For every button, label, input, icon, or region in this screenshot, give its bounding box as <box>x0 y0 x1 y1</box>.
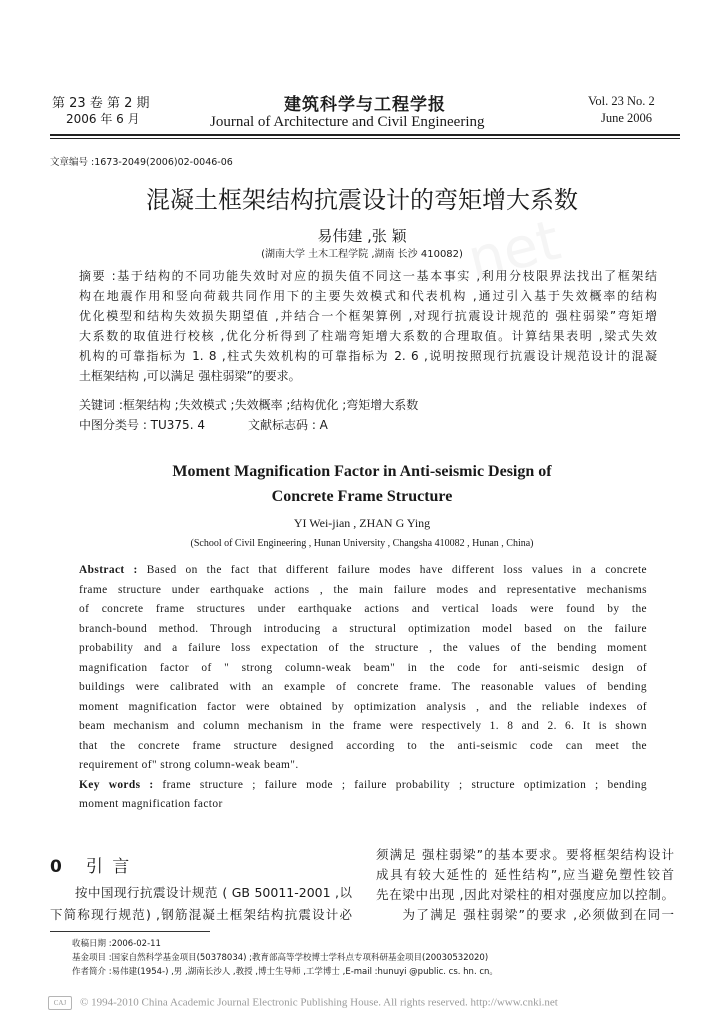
abstract-en-line: moment magnification factor were obtained by optimization analysis , and the reliable indexes of <box>79 700 647 713</box>
paper-title-en <box>0 459 724 509</box>
section-title: 引 言 <box>85 857 132 877</box>
footnote-funding: 基金项目 :国家自然科学基金项目(50378034) ;教育部高等学校博士学科点专项科研基金项目(20030532020) <box>72 953 489 963</box>
date-en: June 2006 <box>601 111 653 125</box>
abstract-cn-line: 摘要 :基于结构的不同功能失效时对应的损失值不同这一基本事实 ,利用分枝限界法找出了框架结 <box>79 269 657 283</box>
abstract-en-line: probability and a failure loss expectation of the structure , the values of the bending moment <box>79 642 647 654</box>
footnote-rule <box>50 931 210 932</box>
keywords-en-line: moment magnification factor <box>79 798 223 810</box>
publisher-logo-icon: CAJ <box>48 996 72 1010</box>
date-cn: 2006 年 6 月 <box>66 112 140 126</box>
article-number: 文章编号 :1673-2049(2006)02-0046-06 <box>50 157 233 168</box>
journal-title-cn: 建筑科学与工程学报 <box>284 95 446 115</box>
abstract-cn-line: 优化模型和结构失效损失期望值 ,并结合一个框架算例 ,对现行抗震设计规范的 强柱弱梁”弯矩增 <box>79 309 657 323</box>
authors-cn: 易伟建 ,张 颖 <box>317 227 407 245</box>
abstract-cn <box>79 266 657 386</box>
abstract-label: Abstract : <box>79 564 138 576</box>
authors-en: YI Wei-jian , ZHAN G Ying <box>293 516 431 530</box>
body-line: 按中国现行抗震设计规范 ( GB 50011-2001 ,以 <box>75 885 352 900</box>
abstract-en-line: beam mechanism and column mechanism in the frame were respectively 1. 8 and 2. 6. It is shown <box>79 720 647 732</box>
classification-number: 中图分类号 : TU375. 4 <box>79 418 205 432</box>
header-rule-thin <box>50 138 680 139</box>
abstract-en-line: requirement of" strong column-weak beam". <box>79 759 299 771</box>
paper-title-en-line: Concrete Frame Structure <box>271 488 453 505</box>
abstract-en-line: that the concrete frame structure designed according to the anti-seismic code can meet the <box>79 739 647 752</box>
body-left-column <box>50 882 352 926</box>
keywords-label: Key words : <box>79 778 154 791</box>
affiliation-en: (School of Civil Engineering , Hunan University , Changsha 410082 , Hunan , China) <box>190 538 534 549</box>
volume-issue-cn: 第 23 卷 第 2 期 <box>52 96 150 111</box>
abstract-cn-line: 大系数的取值进行校核 ,优化分析得到了柱端弯矩增大系数的合理取值。计算结果表明 ,梁式失效 <box>79 329 657 343</box>
footnote-received: 收稿日期 :2006-02-11 <box>72 939 161 949</box>
keywords-cn: 关键词 :框架结构 ;失效模式 ;失效概率 ;结构优化 ;弯矩增大系数 <box>79 398 419 412</box>
abstract-en <box>79 561 647 815</box>
body-line: 成具有较大延性的 延性结构”,应当避免塑性铰首 <box>376 867 674 882</box>
volume-issue-en: Vol. 23 No. 2 <box>588 94 655 108</box>
section-number: 0 <box>50 857 64 877</box>
abstract-cn-line: 机构的可靠指标为 1. 8 ,柱式失效机构的可靠指标为 2. 6 ,说明按照现行抗震设计规范设计的混凝 <box>79 349 657 363</box>
abstract-en-line: magnification factor of " strong column-weak beam" in the code for anti-seismic design of <box>79 661 647 674</box>
abstract-cn-line: 土框架结构 ,可以满足 强柱弱梁”的要求。 <box>79 369 301 383</box>
body-line: 须满足 强柱弱梁”的基本要求。要将框架结构设计 <box>376 847 674 862</box>
footnote-author: 作者简介 :易伟建(1954-) ,男 ,湖南长沙人 ,教授 ,博士生导师 ,工学博士 ,E-mail :hunuyi @public. cs. hn. cn。 <box>72 967 498 977</box>
keywords-en-line: Key words : frame structure ; failure mode ; failure probability ; structure optimization ; bending <box>79 778 647 791</box>
body-line: 下简称现行规范) ,钢筋混凝土框架结构抗震设计必 <box>50 907 352 922</box>
watermark: net <box>461 207 567 294</box>
document-code: 文献标志码 : A <box>248 418 328 432</box>
copyright-footer <box>48 996 558 1010</box>
abstract-cn-line: 构在地震作用和竖向荷载共同作用下的主要失效模式和代表机构 ,通过引入基于失效概率的结构 <box>79 289 657 303</box>
section-heading <box>50 852 131 877</box>
header-rule-thick <box>50 134 680 136</box>
paper-title-cn: 混凝土框架结构抗震设计的弯矩增大系数 <box>146 186 578 214</box>
copyright-text: © 1994-2010 China Academic Journal Electronic Publishing House. All rights reserved. http://www.cnki.net <box>80 996 558 1009</box>
abstract-en-line: branch-bound method. Through introducing a structural optimization model based on the failure <box>79 622 647 635</box>
journal-title-en: Journal of Architecture and Civil Engineering <box>210 114 485 130</box>
abstract-en-line: buildings were calibrated with an example of concrete frame. The reasonable values of bending <box>79 681 647 693</box>
paper-title-en-line: Moment Magnification Factor in Anti-seismic Design of <box>172 463 552 480</box>
abstract-en-line: frame structure under earthquake actions , the main failure modes and representative mechanisms <box>79 583 647 596</box>
abstract-en-line: of concrete frame structures under earthquake actions and vertical loads were found by the <box>79 603 647 615</box>
body-right-column <box>376 845 674 925</box>
body-line: 为了满足 强柱弱梁”的要求 ,必须做到在同一 <box>376 907 674 922</box>
body-line: 先在梁中出现 ,因此对梁柱的相对强度应加以控制。 <box>376 887 674 902</box>
abstract-en-line: Abstract : Based on the fact that different failure modes have different loss values in a concrete <box>79 564 647 576</box>
affiliation-cn: (湖南大学 土木工程学院 ,湖南 长沙 410082) <box>261 249 463 260</box>
